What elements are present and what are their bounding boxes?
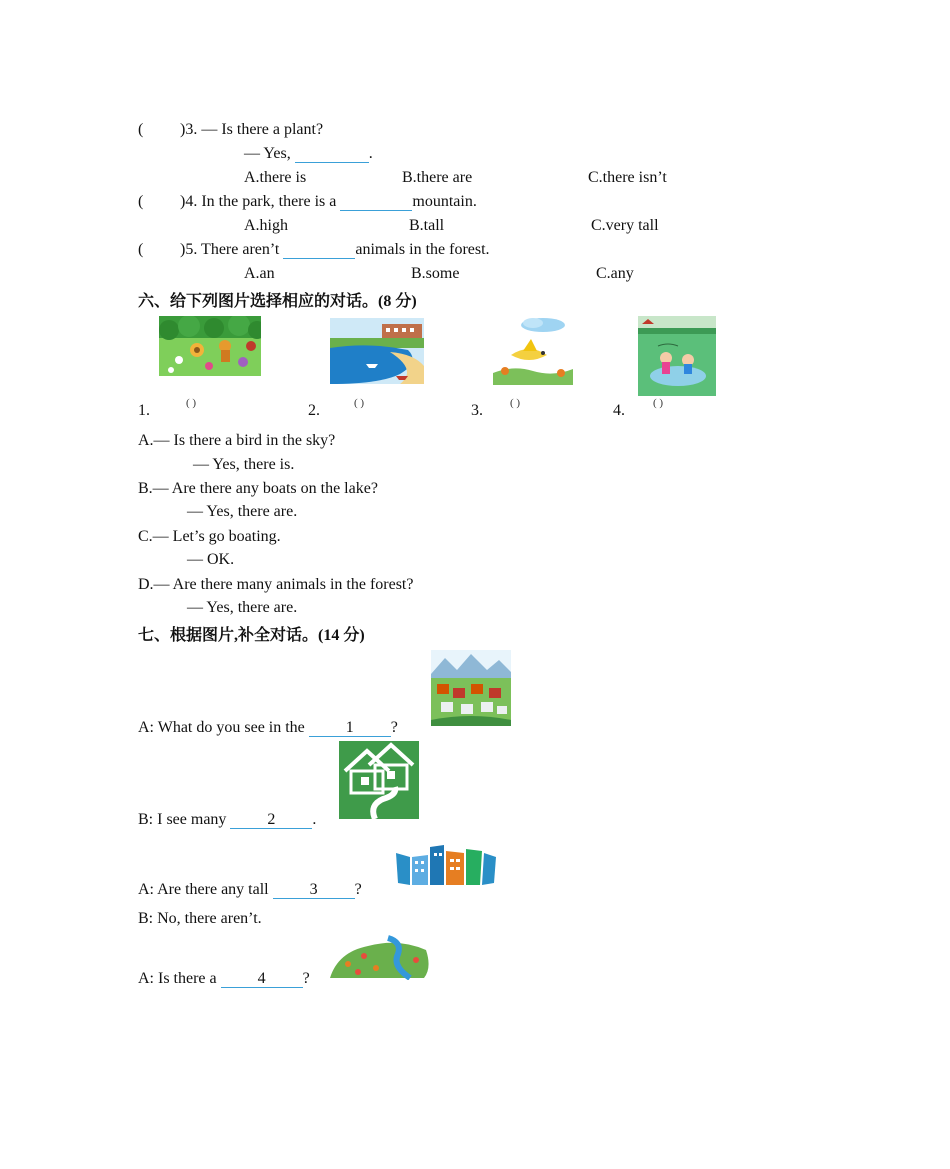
q5-blank[interactable] — [283, 242, 355, 259]
s7-line3-pre: A: Are there any tall — [138, 881, 269, 898]
dialogue-a-question: A.— Is there a bird in the sky? — [138, 432, 336, 449]
dialogue-a-answer: — Yes, there is. — [193, 456, 295, 473]
s7-line2 — [138, 811, 316, 829]
q5-option-b: B.some — [411, 265, 460, 282]
picture3-answer-paren[interactable]: ( ) — [510, 397, 521, 409]
boating-kids-icon — [638, 316, 716, 396]
section6-title: 六、给下列图片选择相应的对话。(8 分) — [138, 293, 417, 310]
q4-stem: )4. In the park, there is a — [180, 193, 337, 210]
q4-blank[interactable] — [340, 194, 412, 211]
s7-line5 — [138, 970, 310, 988]
s7-blank-2[interactable]: 2 — [230, 812, 312, 829]
q3-answer-suffix: . — [368, 145, 373, 162]
s7-blank-4[interactable]: 4 — [221, 971, 303, 988]
dialogue-b-answer: — Yes, there are. — [187, 503, 298, 520]
lake-boats-icon — [330, 318, 424, 384]
q4-option-c: C.very tall — [591, 217, 659, 234]
q4-option-a: A.high — [244, 217, 288, 234]
forest-animals-icon — [159, 316, 261, 376]
picture4-answer-paren[interactable]: ( ) — [653, 397, 664, 409]
q5-after-blank: animals in the forest. — [355, 241, 490, 258]
q4-after-blank: mountain. — [412, 193, 477, 210]
bird-sky-icon — [493, 315, 573, 385]
houses-icon — [339, 741, 419, 819]
s7-line4: B: No, there aren’t. — [138, 910, 262, 927]
q5-stem: )5. There aren’t — [180, 241, 280, 258]
q3-option-b: B.there are — [402, 169, 473, 186]
q3-option-c: C.there isn’t — [588, 169, 667, 186]
village-icon — [431, 650, 511, 726]
q5-line — [180, 241, 490, 259]
q4-line — [180, 193, 477, 211]
q3-open-paren: ( — [138, 121, 144, 138]
s7-line5-pre: A: Is there a — [138, 970, 217, 987]
s7-line1-post: ? — [390, 719, 398, 736]
section7-title: 七、根据图片,补全对话。(14 分) — [138, 627, 365, 644]
q4-open-paren: ( — [138, 193, 144, 210]
picture2-answer-paren[interactable]: ( ) — [354, 397, 365, 409]
s7-blank-1[interactable]: 1 — [309, 720, 391, 737]
picture3-number: 3. — [471, 402, 483, 419]
picture2-number: 2. — [308, 402, 320, 419]
dialogue-b-question: B.— Are there any boats on the lake? — [138, 480, 378, 497]
q3-blank[interactable] — [295, 146, 369, 163]
s7-line3-post: ? — [354, 881, 362, 898]
s7-line1 — [138, 719, 398, 737]
picture1-answer-paren[interactable]: ( ) — [186, 397, 197, 409]
q4-option-b: B.tall — [409, 217, 445, 234]
dialogue-d-question: D.— Are there many animals in the forest? — [138, 576, 414, 593]
s7-line2-pre: B: I see many — [138, 811, 227, 828]
q3-stem: )3. — Is there a plant? — [180, 121, 324, 138]
q3-answer-line — [244, 145, 373, 163]
q5-option-a: A.an — [244, 265, 275, 282]
s7-blank-3[interactable]: 3 — [273, 882, 355, 899]
s7-line3 — [138, 881, 362, 899]
q3-answer-prefix: — Yes, — [244, 145, 291, 162]
picture4-number: 4. — [613, 402, 625, 419]
s7-line5-post: ? — [302, 970, 310, 987]
tall-buildings-icon — [394, 841, 498, 887]
picture1-number: 1. — [138, 402, 150, 419]
q3-option-a: A.there is — [244, 169, 307, 186]
q5-open-paren: ( — [138, 241, 144, 258]
s7-line1-pre: A: What do you see in the — [138, 719, 305, 736]
river-icon — [328, 932, 432, 980]
dialogue-c-question: C.— Let’s go boating. — [138, 528, 281, 545]
dialogue-c-answer: — OK. — [187, 551, 235, 568]
s7-line2-post: . — [312, 811, 317, 828]
dialogue-d-answer: — Yes, there are. — [187, 599, 298, 616]
q5-option-c: C.any — [596, 265, 634, 282]
